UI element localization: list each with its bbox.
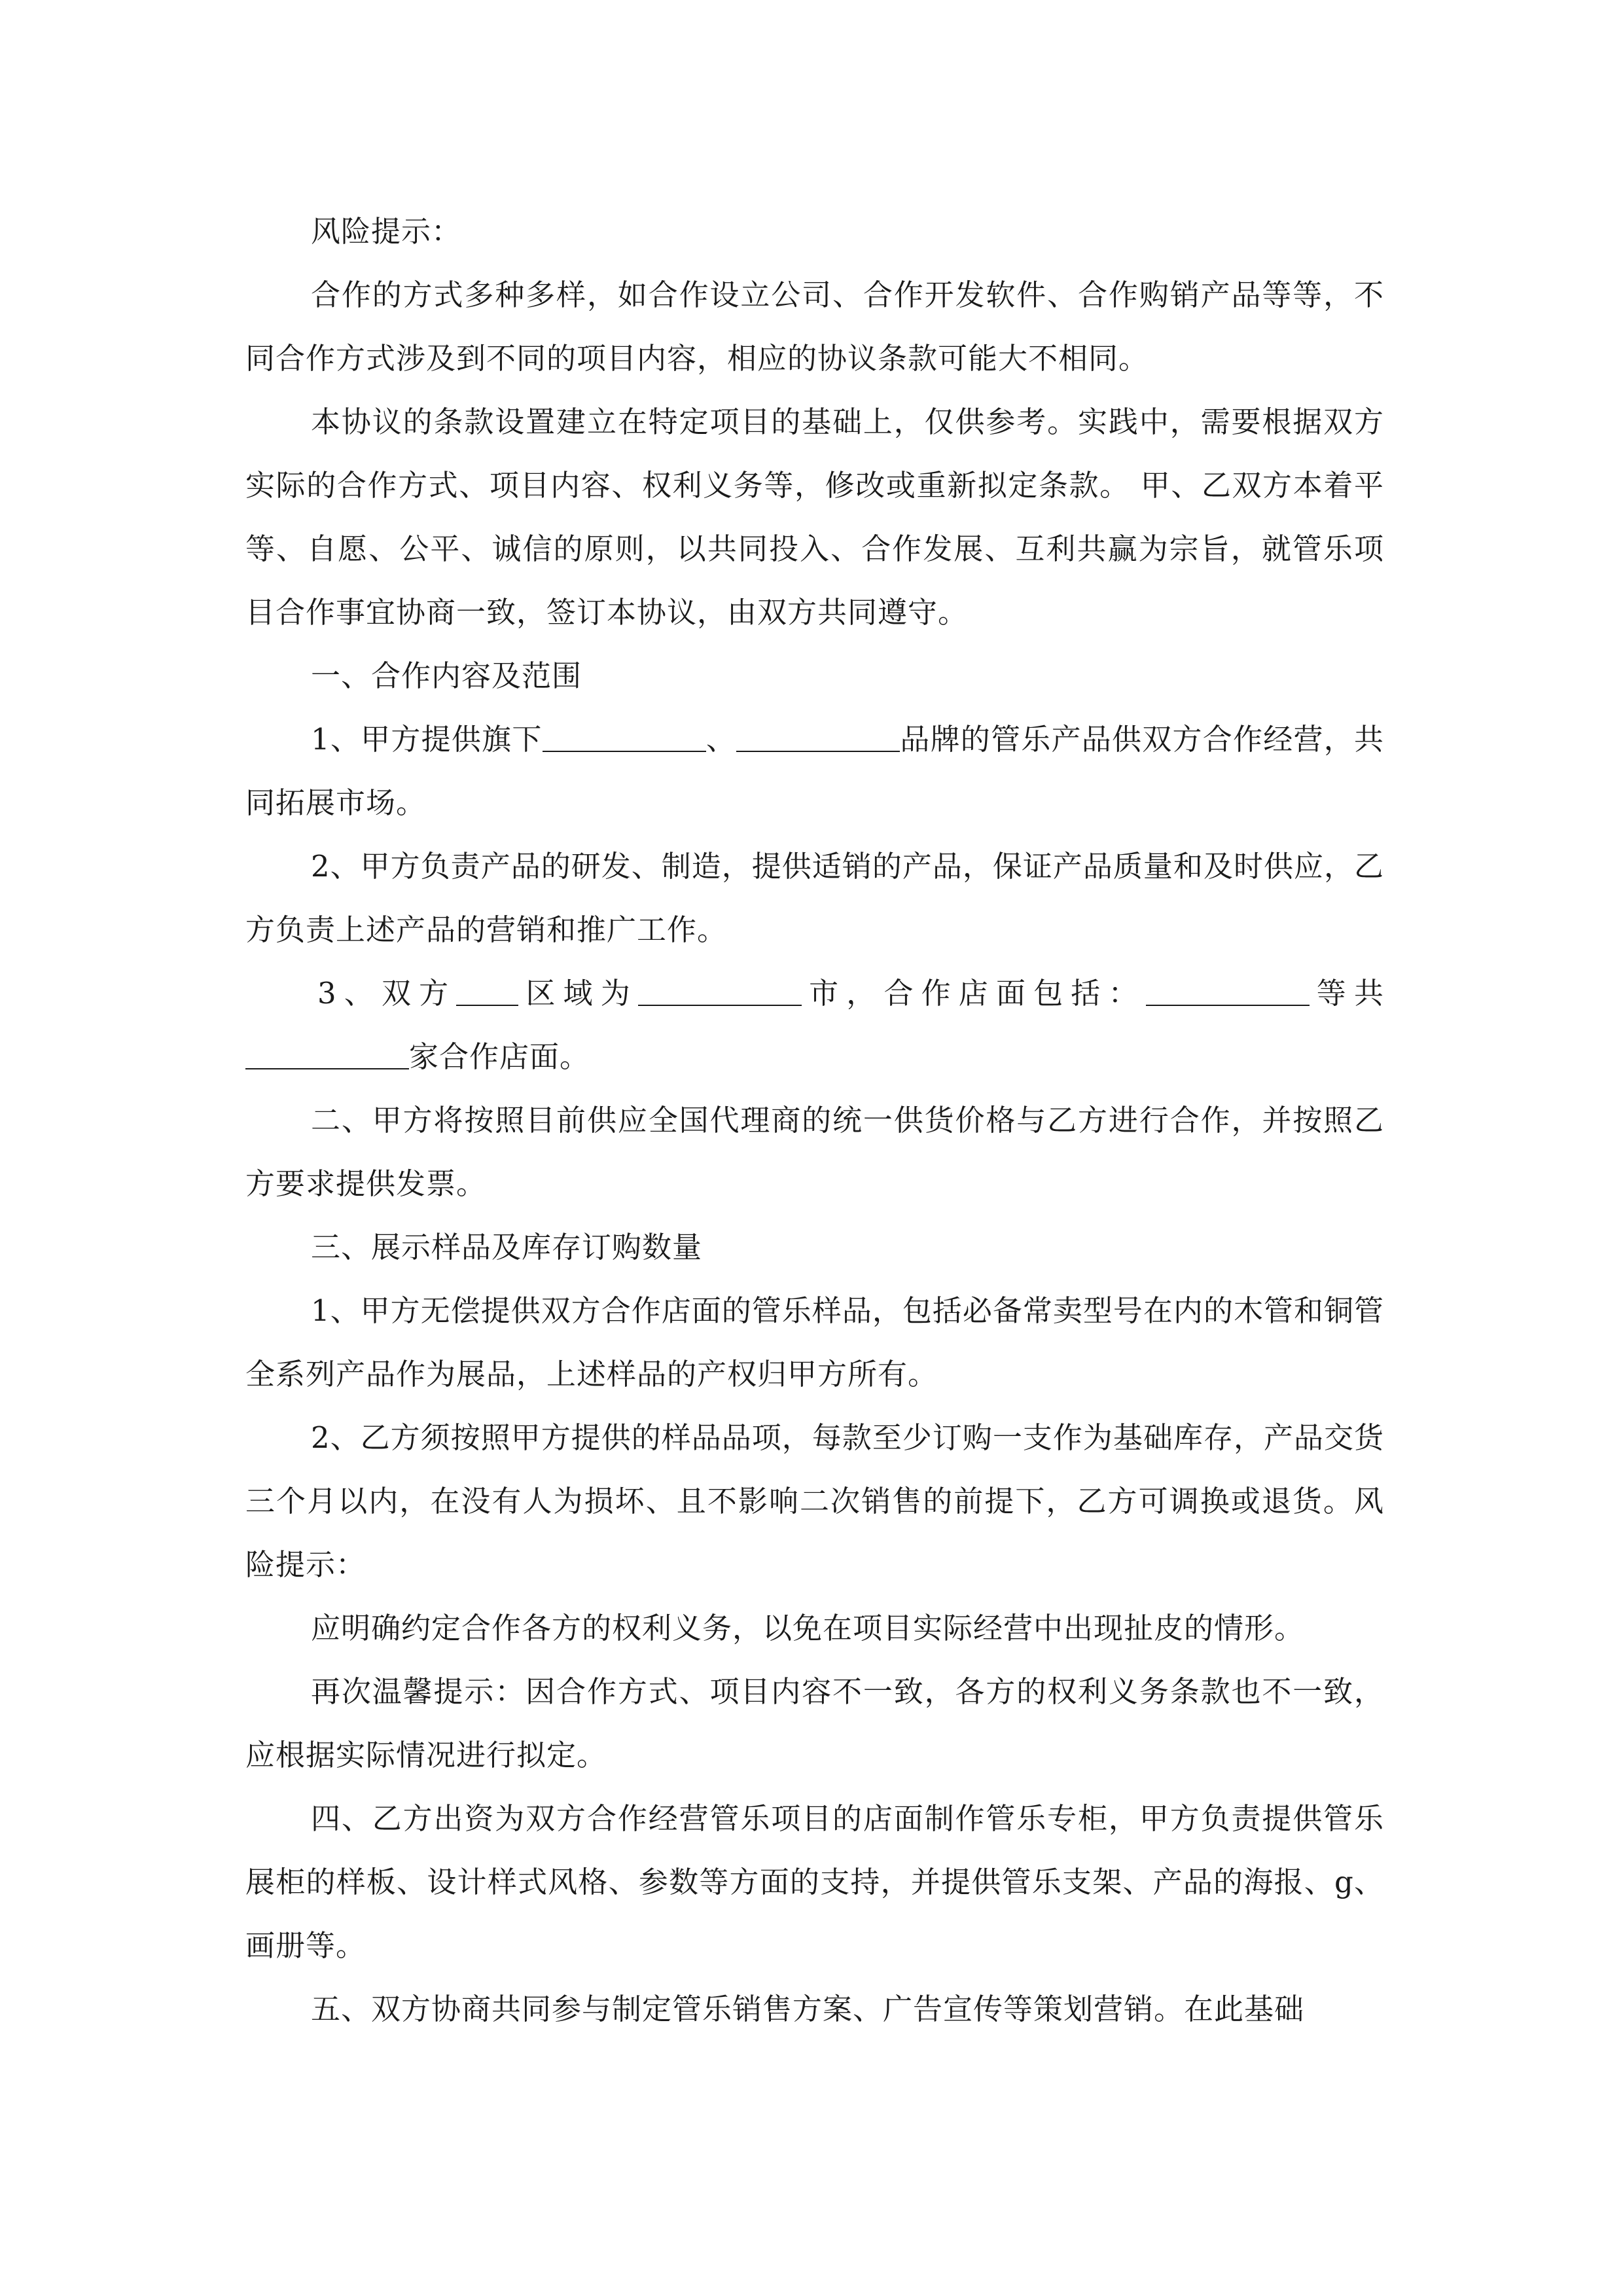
paragraph-agreement-basis: 本协议的条款设置建立在特定项目的基础上，仅供参考。实践中，需要根据双方实际的合作方式、项目内容、权利义务等，修改或重新拟定条款。 甲、乙双方本着平等、自愿、公平、诚信的原则，以共同投入、合作发展、互利共赢为宗旨，就管乐项目合作事宜协商一致，签订本协议，由双方共同遵守。 [245,404,1384,630]
clause-1-2: 2、甲方负责产品的研发、制造，提供适销的产品，保证产品质量和及时供应，乙方负责上述产品的营销和推广工作。 [245,849,1384,947]
clause-3-1: 1、甲方无偿提供双方合作店面的管乐样品，包括必备常卖型号在内的木管和铜管全系列产品作为展品，上述样品的产权归甲方所有。 [245,1293,1384,1391]
risk-notice-heading: 风险提示： [311,214,462,249]
clause-1-3-part-d: 等共 [1309,976,1384,1011]
clause-1-1 [245,708,1384,834]
clause-1-1-part-b: 、 [705,722,737,757]
section-heading-3: 三、展示样品及库存订购数量 [311,1230,703,1265]
clause-1-1-part-c: 品牌的管乐产品供双方合作经营，共同拓展市场。 [245,722,1384,820]
paragraph-rights-duties: 应明确约定合作各方的权利义务，以免在项目实际经营中出现扯皮的情形。 [311,1611,1305,1645]
clause-1-3-part-c: 市，合作店面包括： [801,976,1146,1011]
clause-3-2: 2、乙方须按照甲方提供的样品品项，每款至少订购一支作为基础库存，产品交货三个月以内，在没有人为损坏、且不影响二次销售的前提下，乙方可调换或退货。风险提示： [245,1420,1384,1582]
blank-region[interactable] [456,978,518,1006]
clause-1-3-part-b: 区域为 [518,976,638,1011]
paragraph-reminder: 再次温馨提示：因合作方式、项目内容不一致，各方的权利义务条款也不一致，应根据实际情况进行拟定。 [245,1674,1384,1772]
section-5: 五、双方协商共同参与制定管乐销售方案、广告宣传等策划营销。在此基础 [311,1992,1305,2026]
section-heading-1: 一、合作内容及范围 [311,658,582,693]
clause-1-3-part-a: 3、双方 [317,976,457,1011]
document-page [245,200,1384,2041]
blank-brand-2[interactable] [736,725,900,752]
clause-1-3 [245,961,1384,1088]
blank-city[interactable] [638,978,802,1006]
clause-1-1-part-a: 1、甲方提供旗下 [311,722,543,757]
section-2: 二、甲方将按照目前供应全国代理商的统一供货价格与乙方进行合作，并按照乙方要求提供发票。 [245,1103,1384,1201]
clause-1-3-part-e: 家合作店面。 [409,1039,590,1074]
section-4: 四、乙方出资为双方合作经营管乐项目的店面制作管乐专柜，甲方负责提供管乐展柜的样板、设计样式风格、参数等方面的支持，并提供管乐支架、产品的海报、g、画册等。 [245,1801,1384,1963]
paragraph-cooperation-modes: 合作的方式多种多样，如合作设立公司、合作开发软件、合作购销产品等等，不同合作方式涉及到不同的项目内容，相应的协议条款可能大不相同。 [245,278,1384,376]
blank-brand-1[interactable] [543,725,706,752]
blank-store-count[interactable] [245,1042,409,1069]
blank-stores[interactable] [1146,978,1310,1006]
